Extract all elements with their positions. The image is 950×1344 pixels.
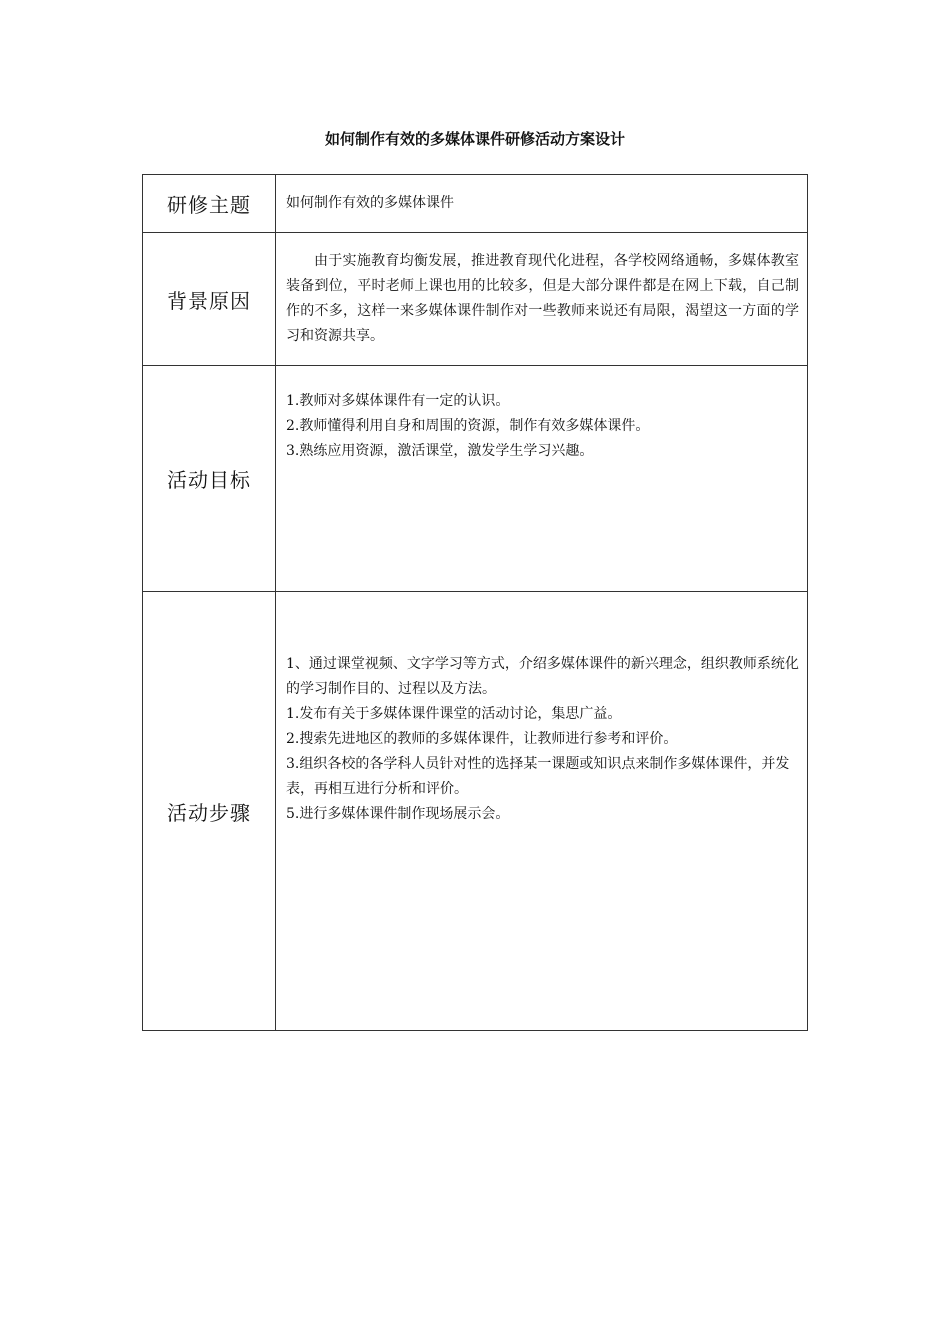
table-row-background — [143, 233, 808, 366]
table-row-topic — [143, 175, 808, 233]
plan-table — [142, 174, 808, 1031]
step-item: 3.组织各校的各学科人员针对性的选择某一课题或知识点来制作多媒体课件，并发表，再相互进行分析和评价。 — [286, 755, 790, 797]
topic-label: 研修主题 — [143, 175, 276, 233]
goal-item: 3.熟练应用资源，激活课堂，激发学生学习兴趣。 — [286, 443, 594, 459]
topic-content: 如何制作有效的多媒体课件 — [276, 175, 808, 233]
table-row-steps — [143, 592, 808, 1031]
background-content: 由于实施教育均衡发展，推进教育现代化进程，各学校网络通畅，多媒体教室装备到位，平时老师上课也用的比较多，但是大部分课件都是在网上下载，自己制作的不多，这样一来多媒体课件制作对一些教师来说还有局限，渴望这一方面的学习和资源共享。 — [286, 253, 799, 344]
step-item: 1.发布有关于多媒体课件课堂的活动讨论，集思广益。 — [286, 705, 622, 722]
goals-label: 活动目标 — [143, 366, 276, 592]
steps-cell — [276, 592, 808, 1031]
table-row-goals — [143, 366, 808, 592]
step-item: 1、通过课堂视频、文字学习等方式，介绍多媒体课件的新兴理念，组织教师系统化的学习制作目的、过程以及方法。 — [286, 655, 799, 697]
goal-item: 1.教师对多媒体课件有一定的认识。 — [286, 393, 510, 409]
document-title: 如何制作有效的多媒体课件研修活动方案设计 — [324, 130, 625, 148]
goals-list — [286, 389, 799, 464]
step-item: 5.进行多媒体课件制作现场展示会。 — [286, 805, 510, 822]
background-label: 背景原因 — [143, 233, 276, 366]
steps-list — [286, 652, 799, 827]
steps-label: 活动步骤 — [143, 592, 276, 1031]
step-item: 2.搜索先进地区的教师的多媒体课件，让教师进行参考和评价。 — [286, 730, 678, 747]
background-cell — [276, 233, 808, 366]
goal-item: 2.教师懂得利用自身和周围的资源，制作有效多媒体课件。 — [286, 418, 650, 434]
goals-cell — [276, 366, 808, 592]
